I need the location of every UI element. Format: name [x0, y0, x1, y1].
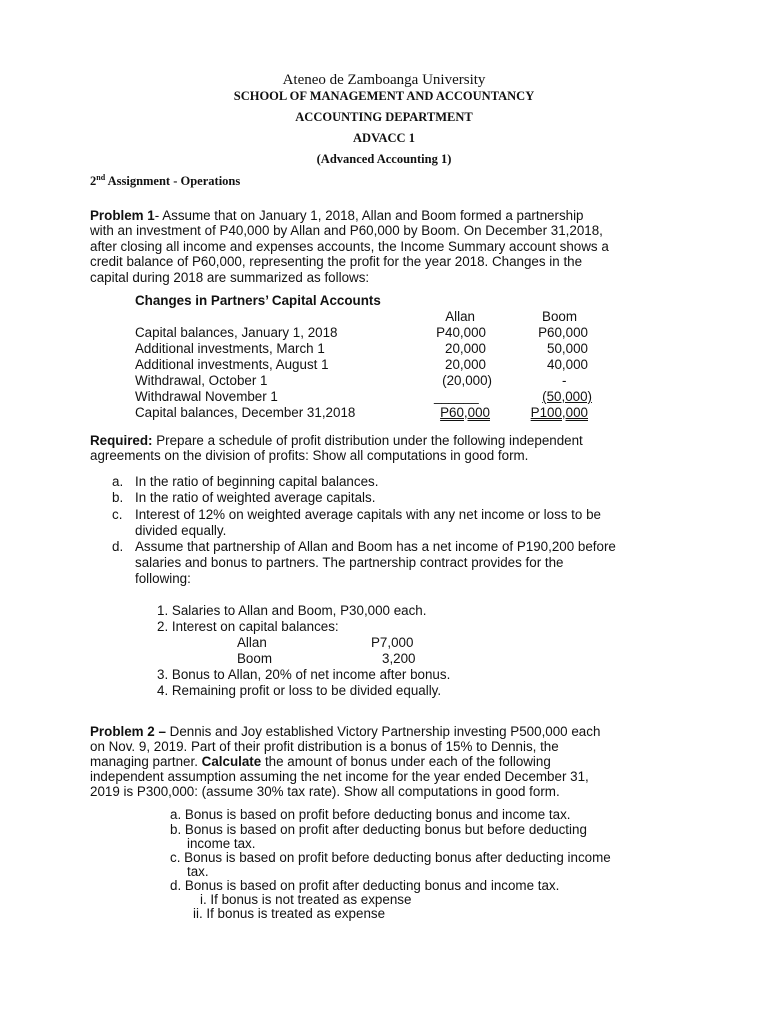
required-paragraph — [90, 433, 583, 464]
boom-value: 50,000 — [547, 341, 588, 356]
item-text: Assume that partnership of Allan and Boom has a net income of P190,200 before — [135, 539, 616, 554]
problem1-line: after closing all income and expenses accounts, the Income Summary account shows a — [90, 238, 609, 254]
assignment-title — [90, 173, 240, 189]
item-text: In the ratio of beginning capital balances. — [135, 474, 379, 489]
item-marker: d. — [112, 539, 124, 554]
problem2-label: Problem 2 – — [90, 724, 166, 739]
boom-value: 40,000 — [547, 357, 588, 372]
problem2-paragraph — [90, 724, 600, 799]
item-text: salaries and bonus to partners. The partnership contract provides for the — [135, 555, 564, 570]
university-name: Ateneo de Zamboanga University — [282, 72, 486, 88]
allan-value: P40,000 — [436, 325, 486, 340]
item-text: In the ratio of weighted average capitals. — [135, 490, 376, 505]
interest-allan-label: Allan — [237, 635, 267, 650]
required-line: agreements on the division of profits: Show all computations in good form. — [90, 448, 529, 464]
assignment-ordinal: nd — [96, 173, 106, 182]
problem1-line: - Assume that on January 1, 2018, Allan and Boom formed a partnership — [154, 208, 584, 223]
school-name: SCHOOL OF MANAGEMENT AND ACCOUNTANCY — [233, 89, 535, 103]
problem2-item: income tax. — [187, 836, 256, 851]
required-line: Prepare a schedule of profit distribution under the following independent — [152, 433, 583, 448]
problem2-line: the amount of bonus under each of the following — [261, 754, 551, 769]
column-header-allan: Allan — [445, 309, 475, 324]
item-marker: a. — [112, 474, 124, 489]
subitem: 4. Remaining profit or loss to be divided equally. — [157, 683, 442, 698]
problem2-item: tax. — [187, 864, 209, 879]
interest-boom-value: 3,200 — [382, 651, 416, 666]
allan-value: 20,000 — [445, 357, 486, 372]
item-text: following: — [135, 571, 191, 586]
assignment-rest: Assignment - Operations — [105, 174, 241, 189]
department-name: ACCOUNTING DEPARTMENT — [295, 110, 473, 124]
column-header-boom: Boom — [542, 309, 577, 324]
problem2-subitem: i. If bonus is not treated as expense — [200, 892, 412, 907]
row-label: Capital balances, December 31,2018 — [135, 405, 356, 420]
table-title: Changes in Partners’ Capital Accounts — [135, 293, 381, 308]
problem2-item: b. Bonus is based on profit after deducting bonus but before deducting — [170, 822, 587, 837]
item-marker: c. — [112, 507, 123, 522]
interest-allan-value: P7,000 — [371, 635, 414, 650]
problem2-line: on Nov. 9, 2019. Part of their profit distribution is a bonus of 15% to Dennis, the — [90, 739, 559, 754]
list-item — [112, 474, 378, 490]
problem1-line: capital during 2018 are summarized as follows: — [90, 269, 370, 285]
allan-value: P60,000 — [440, 405, 490, 420]
problem1-label: Problem 1 — [90, 208, 155, 223]
problem2-line: 2019 is P300,000: (assume 30% tax rate). Show all computations in good form. — [90, 784, 560, 799]
assignment-number: 2 — [90, 174, 97, 189]
allan-value: (20,000) — [442, 373, 492, 388]
subitem: 2. Interest on capital balances: — [157, 619, 339, 634]
row-label: Additional investments, August 1 — [135, 357, 329, 372]
allan-value: 20,000 — [445, 341, 486, 356]
problem2-item: d. Bonus is based on profit after deducting bonus and income tax. — [170, 878, 560, 893]
row-label: Capital balances, January 1, 2018 — [135, 325, 338, 340]
required-label: Required: — [90, 433, 153, 448]
interest-boom-label: Boom — [237, 651, 272, 666]
item-marker: b. — [112, 490, 124, 505]
row-label: Withdrawal November 1 — [135, 389, 278, 404]
item-text: divided equally. — [135, 523, 227, 538]
subitem: 1. Salaries to Allan and Boom, P30,000 each. — [157, 603, 427, 618]
list-item — [112, 507, 601, 523]
list-item — [112, 490, 375, 506]
problem1-line: credit balance of P60,000, representing the profit for the year 2018. Changes in the — [90, 254, 583, 270]
problem2-item: a. Bonus is based on profit before deducting bonus and income tax. — [170, 807, 571, 822]
allan-value: ______ — [434, 389, 479, 404]
problem2-subitem: ii. If bonus is treated as expense — [193, 906, 386, 921]
row-label: Additional investments, March 1 — [135, 341, 325, 356]
problem2-item: c. Bonus is based on profit before deducting bonus after deducting income — [170, 850, 611, 865]
boom-value: P60,000 — [538, 325, 588, 340]
boom-value: (50,000) — [542, 389, 592, 404]
calculate-keyword: Calculate — [201, 754, 262, 769]
course-name: (Advanced Accounting 1) — [316, 152, 452, 166]
list-item — [112, 539, 616, 555]
item-text: Interest of 12% on weighted average capitals with any net income or loss to be — [135, 507, 601, 522]
boom-value: P100,000 — [530, 405, 588, 420]
course-code: ADVACC 1 — [353, 131, 415, 145]
subitem: 3. Bonus to Allan, 20% of net income after bonus. — [157, 667, 451, 682]
problem2-line: independent assumption assuming the net income for the year ended December 31, — [90, 769, 589, 784]
problem1-paragraph — [90, 208, 609, 285]
boom-value: - — [562, 373, 567, 388]
problem2-line: managing partner. — [90, 754, 202, 769]
row-label: Withdrawal, October 1 — [135, 373, 268, 388]
problem1-line: with an investment of P40,000 by Allan and P60,000 by Boom. On December 31,2018, — [90, 223, 603, 239]
problem2-line: Dennis and Joy established Victory Partnership investing P500,000 each — [165, 724, 601, 739]
